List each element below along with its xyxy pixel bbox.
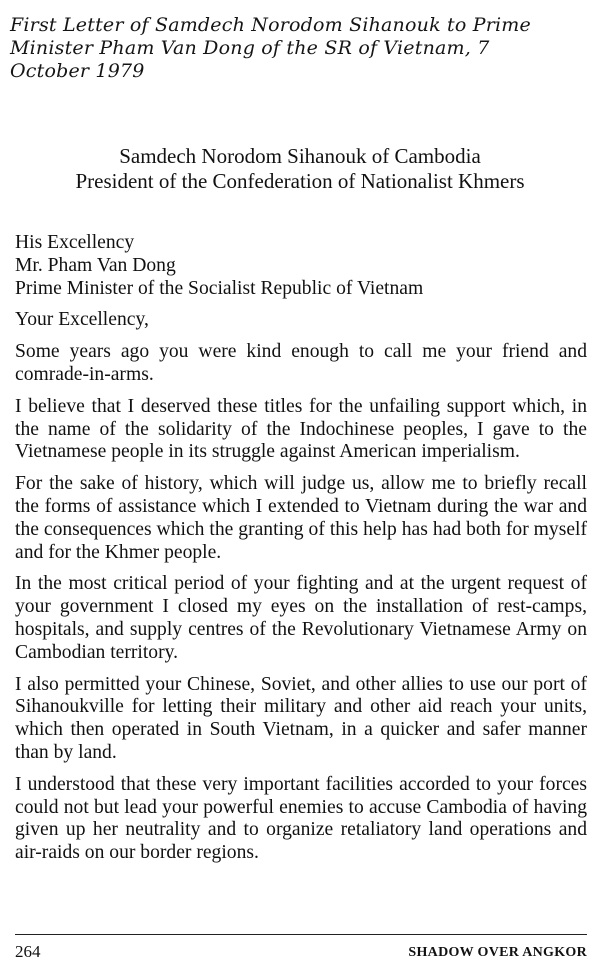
paragraph-5: I also permitted your Chinese, Soviet, and other allies to use our port of Sihanoukville for letting their military and other aid reach your units, which then operated in South Vietnam, in a quicker and safer manner than by land. (15, 673, 587, 763)
footer-divider (15, 934, 587, 935)
paragraph-3: For the sake of history, which will judge us, allow me to briefly recall the forms of assistance which I extended to Vietnam during the war and the consequences which the granting of this help has had both for myself and for the Khmer people. (15, 473, 587, 563)
addressee-block (15, 232, 587, 300)
letter-body (15, 232, 587, 865)
running-title: SHADOW OVER ANGKOR (408, 945, 587, 960)
paragraph-2: I believe that I deserved these titles for the unfailing support which, in the name of the solidarity of the Indochinese peoples, I gave to the Vietnamese people in its struggle against American imperialism. (15, 395, 587, 463)
heading-line-1: Samdech Norodom Sihanouk of Cambodia (119, 144, 481, 168)
addressee-line-2: Mr. Pham Van Dong (15, 254, 176, 276)
paragraph-4: In the most critical period of your fighting and at the urgent request of your government I closed my eyes on the installation of rest-camps, hospitals, and supply centres of the Revolutionary Vietnamese Army on Cambodian territory. (15, 573, 587, 663)
paragraph-1: Some years ago you were kind enough to call me your friend and comrade-in-arms. (15, 341, 587, 385)
letter-heading (0, 144, 600, 194)
paragraph-6: I understood that these very important facilities accorded to your forces could not but lead your powerful enemies to accuse Cambodia of having given up her neutrality and to organize retaliatory land operations and air-raids on our border regions. (15, 773, 587, 864)
heading-line-2: President of the Confederation of Nationalist Khmers (75, 169, 525, 193)
salutation: Your Excellency, (15, 309, 149, 331)
addressee-line-1: His Excellency (15, 232, 135, 253)
handwritten-title: First Letter of Samdech Norodom Sihanouk to Prime Minister Pham Van Dong of the SR of Vietnam, 7 October 1979 (10, 14, 531, 82)
page-number: 264 (15, 942, 41, 961)
addressee-line-3: Prime Minister of the Socialist Republic of Vietnam (15, 277, 424, 299)
